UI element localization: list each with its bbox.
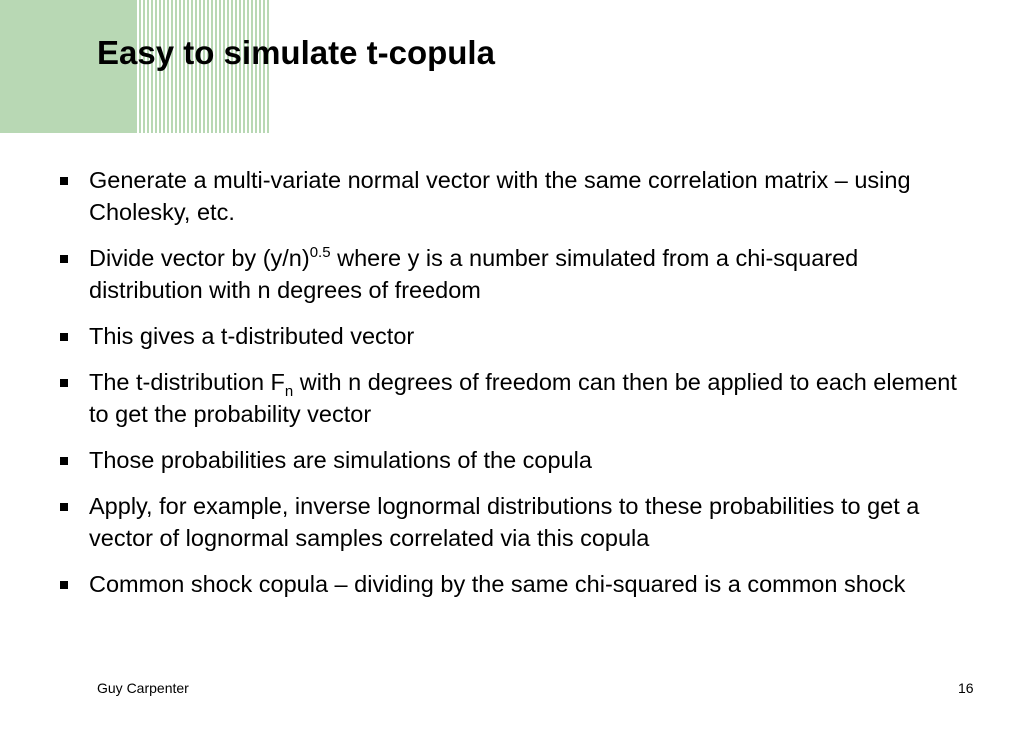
bullet-text: The t-distribution F [89, 369, 285, 395]
bullet-text: Apply, for example, inverse lognormal distributions to these probabilities to get a vector of lognormal samples correlated via this copula [89, 493, 920, 551]
subscript-n: n [284, 383, 294, 400]
bullet-item [60, 320, 970, 352]
bullet-text-continued: where y is a number simulated from a chi-squared distribution with n degrees of freedom [89, 245, 859, 303]
bullet-item [60, 490, 970, 554]
bullet-item [60, 366, 970, 430]
bullet-item [60, 164, 970, 228]
bullet-square-icon [60, 379, 68, 387]
slide-title: Easy to simulate t-copula [97, 34, 495, 71]
bullet-text: Divide vector by (y/n) [89, 245, 310, 271]
bullet-square-icon [60, 255, 68, 263]
bullet-square-icon [60, 503, 68, 511]
bullet-item [60, 568, 970, 600]
bullet-item [60, 444, 970, 476]
bullet-text: Common shock copula – dividing by the same chi-squared is a common shock [89, 571, 906, 597]
footer-company: Guy Carpenter [97, 680, 189, 696]
bullet-square-icon [60, 581, 68, 589]
page-number: 16 [958, 680, 974, 696]
bullet-text-continued: with n degrees of freedom can then be applied to each element to get the probability vector [89, 369, 957, 427]
bullet-square-icon [60, 457, 68, 465]
exponent-superscript: 0.5 [309, 244, 331, 261]
bullet-text: This gives a t-distributed vector [89, 323, 415, 349]
bullet-text: Those probabilities are simulations of the copula [89, 447, 592, 473]
bullet-list [60, 164, 970, 614]
bullet-text: Generate a multi-variate normal vector with the same correlation matrix – using Cholesky, etc. [89, 167, 911, 225]
bullet-item [60, 242, 970, 306]
bullet-square-icon [60, 177, 68, 185]
bullet-square-icon [60, 333, 68, 341]
